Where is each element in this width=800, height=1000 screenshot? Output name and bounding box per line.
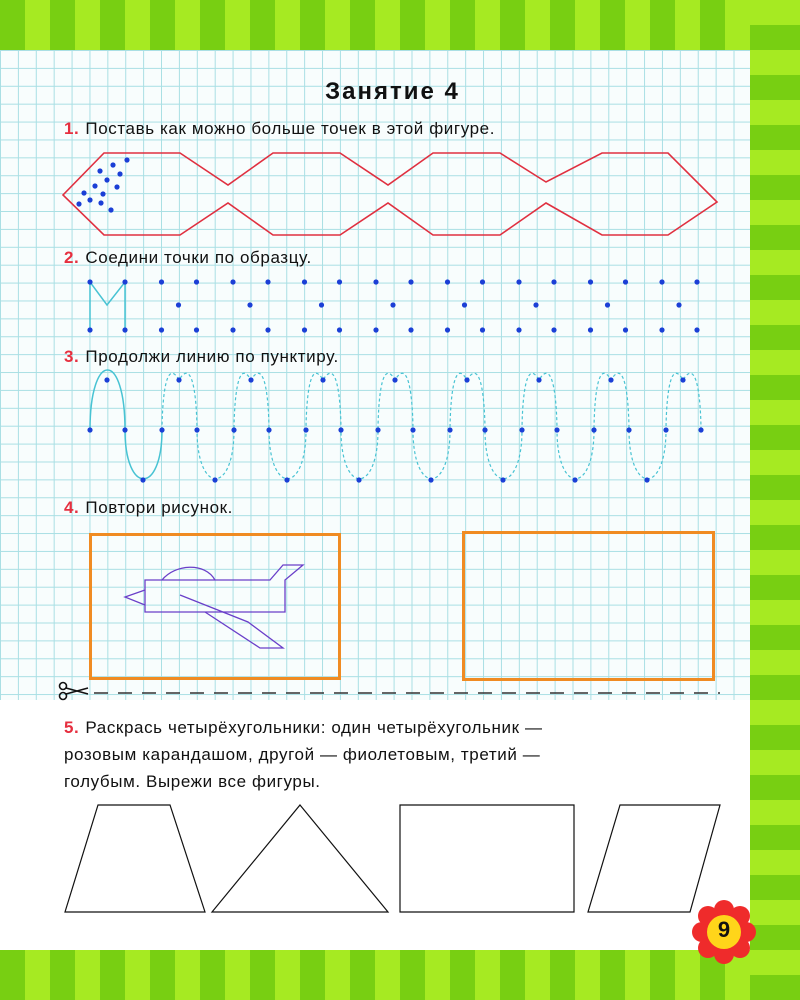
task-5-number: 5. xyxy=(64,718,80,737)
triangle-shape[interactable] xyxy=(212,805,388,912)
task-4-number: 4. xyxy=(64,498,80,517)
parallelogram-shape[interactable] xyxy=(588,805,720,912)
task-4-text: Повтори рисунок. xyxy=(85,498,233,517)
task-2-number: 2. xyxy=(64,248,80,267)
task-2-text: Соедини точки по образцу. xyxy=(85,248,312,267)
right-border-stripe xyxy=(750,0,800,1000)
task-3-text: Продолжи линию по пунктиру. xyxy=(85,347,339,366)
quadrilaterals-layer xyxy=(0,50,750,950)
lesson-title: Занятие 4 xyxy=(325,78,460,105)
rectangle-shape[interactable] xyxy=(400,805,574,912)
task-1-text: Поставь как можно больше точек в этой фигуре. xyxy=(85,119,496,138)
task-5-line-1: Раскрась четырёхугольники: один четырёхугольник — xyxy=(85,718,543,737)
task-5-line-3: голубым. Вырежи все фигуры. xyxy=(64,772,321,791)
page-number: 9 xyxy=(717,917,731,942)
task-5-line-2: розовым карандашом, другой — фиолетовым, третий — xyxy=(64,745,541,764)
worksheet-page xyxy=(0,50,750,950)
task-3-number: 3. xyxy=(64,347,80,366)
trapezoid-shape[interactable] xyxy=(65,805,205,912)
task-1-number: 1. xyxy=(64,119,80,138)
